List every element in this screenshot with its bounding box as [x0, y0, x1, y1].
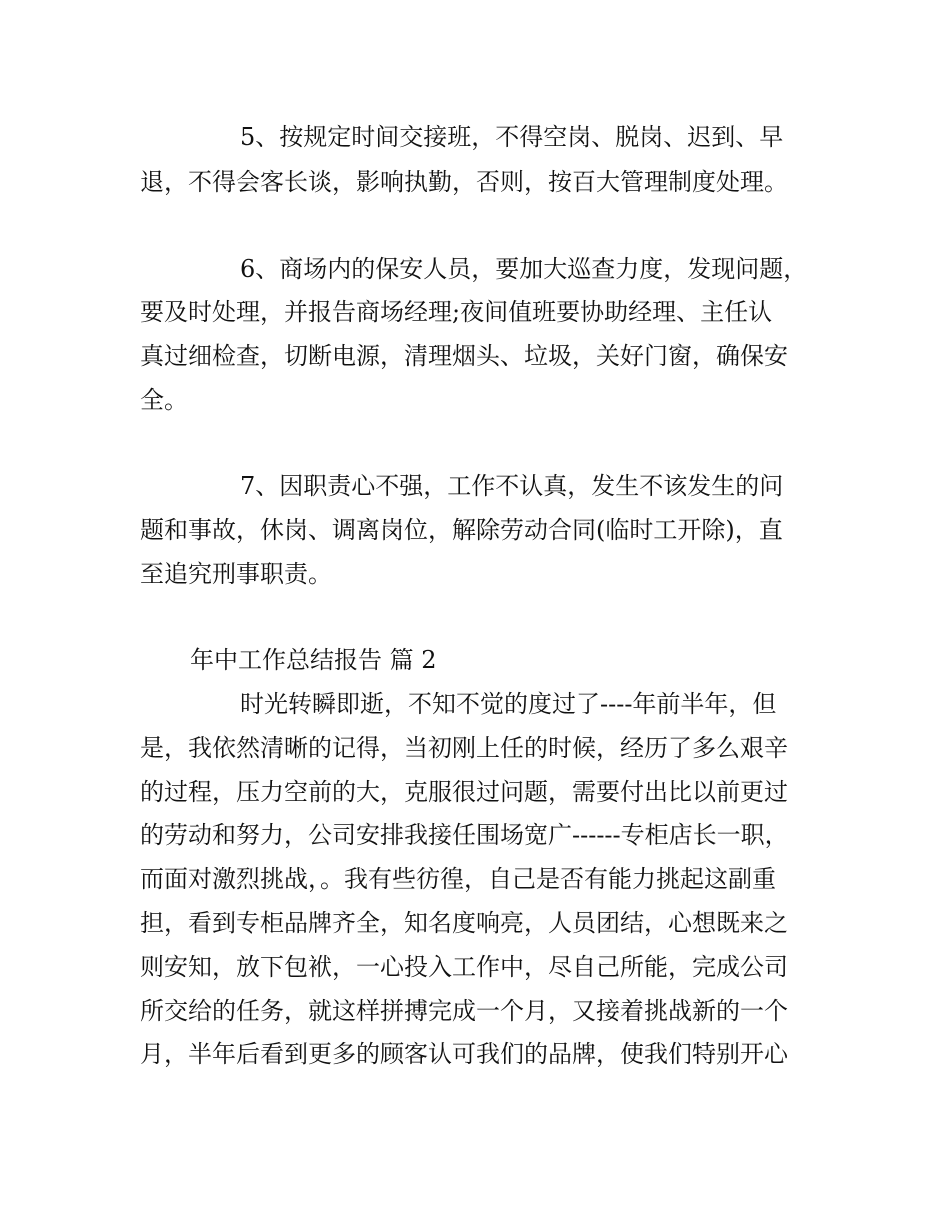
section-heading: 年中工作总结报告 篇 2 [190, 646, 437, 674]
paragraph-line: 题和事故，休岗、调离岗位，解除劳动合同(临时工开除)，直 [140, 516, 783, 544]
paragraph-line: 5、按规定时间交接班，不得空岗、脱岗、迟到、早 [240, 123, 784, 151]
paragraph-line: 7、因职责心不强，工作不认真，发生不该发生的问 [240, 472, 784, 500]
paragraph-line: 是，我依然清晰的记得，当初刚上任的时候，经历了多么艰辛 [140, 734, 788, 762]
paragraph-line: 的劳动和努力，公司安排我接任围场宽广------专柜店长一职， [140, 821, 789, 849]
paragraph-line: 担，看到专柜品牌齐全，知名度响亮，人员团结，心想既来之 [140, 909, 788, 937]
paragraph-line: 的过程，压力空前的大，克服很过问题，需要付出比以前更过 [140, 778, 788, 806]
paragraph-line: 真过细检查，切断电源，清理烟头、垃圾，关好门窗，确保安 [140, 342, 788, 370]
paragraph-line: 而面对激烈挑战，。我有些彷徨，自己是否有能力挑起这副重 [140, 865, 776, 893]
paragraph-line: 至追究刑事职责。 [140, 560, 332, 588]
paragraph-line: 则安知，放下包袱，一心投入工作中，尽自己所能，完成公司 [140, 953, 788, 981]
paragraph-line: 退，不得会客长谈，影响执勤，否则，按百大管理制度处理。 [140, 168, 788, 196]
paragraph-line: 6、商场内的保安人员，要加大巡查力度，发现问题， [240, 255, 808, 283]
paragraph-line: 所交给的任务，就这样拼搏完成一个月，又接着挑战新的一个 [140, 997, 788, 1025]
paragraph-line: 月，半年后看到更多的顾客认可我们的品牌，使我们特别开心 [140, 1040, 788, 1068]
paragraph-line: 要及时处理，并报告商场经理;夜间值班要协助经理、主任认 [140, 298, 773, 326]
paragraph-line: 时光转瞬即逝，不知不觉的度过了----年前半年，但 [240, 690, 777, 718]
paragraph-line: 全。 [140, 386, 188, 414]
